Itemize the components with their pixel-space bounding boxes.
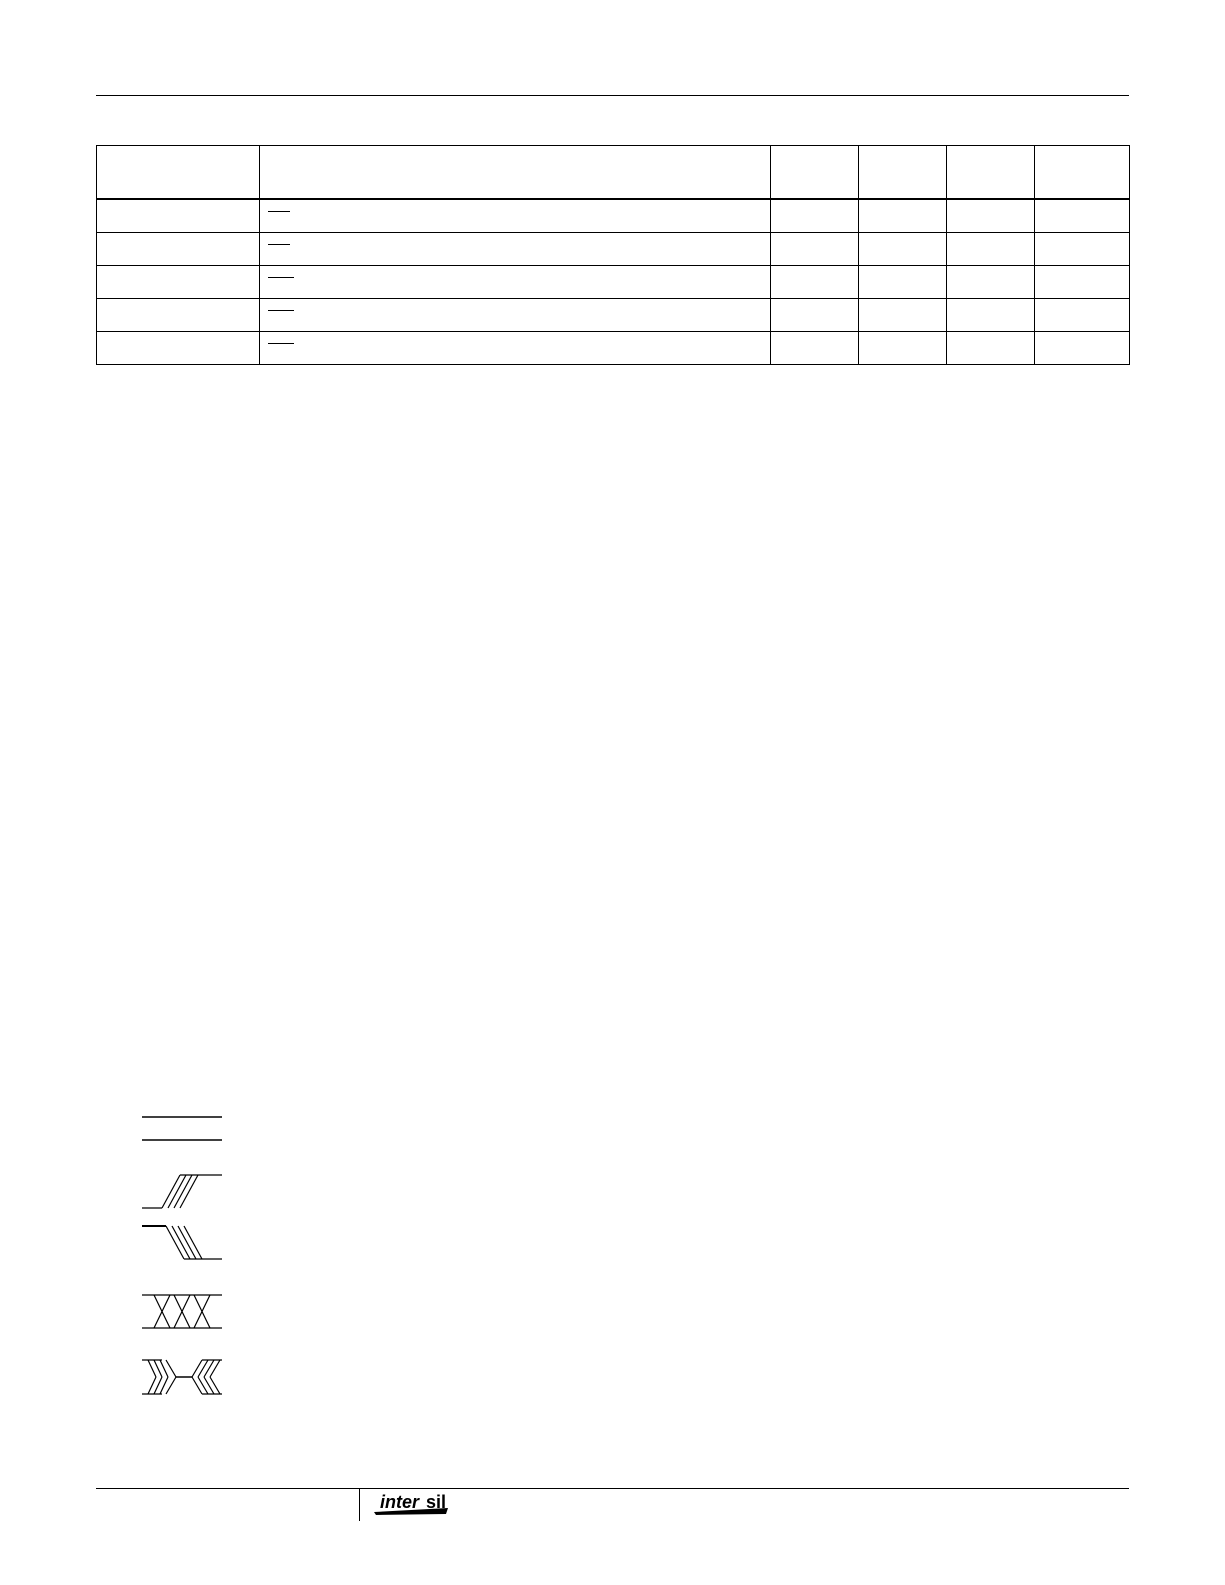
table-cell: [260, 233, 771, 266]
overbar-mark: [268, 277, 294, 278]
table-header-cell: [260, 146, 771, 200]
table-row: [97, 266, 1130, 299]
spec-table: [96, 145, 1130, 365]
table-cell: [947, 199, 1035, 233]
table-cell: [859, 233, 947, 266]
table-header-row: [97, 146, 1130, 200]
table-cell: [97, 266, 260, 299]
table-row: [97, 299, 1130, 332]
table-cell: [771, 199, 859, 233]
header-rule: [96, 95, 1129, 96]
table-cell: [97, 332, 260, 365]
table-cell: [771, 332, 859, 365]
table-cell: [771, 233, 859, 266]
table-header-cell: [771, 146, 859, 200]
table-cell: [260, 299, 771, 332]
table-cell: [260, 266, 771, 299]
footer-rule: [96, 1488, 1129, 1489]
table-cell: [771, 266, 859, 299]
table-row: [97, 199, 1130, 233]
svg-text:sil: sil: [426, 1494, 447, 1512]
table-row: [97, 332, 1130, 365]
table-row: [97, 233, 1130, 266]
svg-text:inter: inter: [380, 1494, 420, 1512]
table-header-cell: [97, 146, 260, 200]
table-cell: [97, 233, 260, 266]
table-cell: [97, 299, 260, 332]
falling-transition-icon: [142, 1226, 222, 1259]
table-cell: [859, 332, 947, 365]
rising-transition-icon: [142, 1175, 222, 1208]
table-cell: [97, 199, 260, 233]
overbar-mark: [268, 310, 294, 311]
footer-divider: [359, 1488, 360, 1521]
table-header-cell: [859, 146, 947, 200]
table-cell: [859, 199, 947, 233]
table-cell: [947, 299, 1035, 332]
overbar-mark: [268, 211, 290, 212]
table-cell: [859, 299, 947, 332]
table-cell: [1035, 266, 1130, 299]
table-cell: [260, 332, 771, 365]
overbar-mark: [268, 343, 294, 344]
table-cell: [947, 332, 1035, 365]
steady-state-icon: [142, 1117, 222, 1140]
timing-legend: [140, 1110, 226, 1400]
table-cell: [260, 199, 771, 233]
table-cell: [947, 266, 1035, 299]
table-cell: [1035, 299, 1130, 332]
table-cell: [1035, 332, 1130, 365]
table-cell: [1035, 233, 1130, 266]
table-cell: [1035, 199, 1130, 233]
table-header-cell: [1035, 146, 1130, 200]
intersil-logo: [374, 1494, 474, 1523]
table-cell: [771, 299, 859, 332]
table-cell: [859, 266, 947, 299]
table-header-cell: [947, 146, 1035, 200]
overbar-mark: [268, 244, 290, 245]
table-cell: [947, 233, 1035, 266]
high-impedance-icon: [142, 1360, 222, 1394]
changing-state-icon: [142, 1295, 222, 1328]
